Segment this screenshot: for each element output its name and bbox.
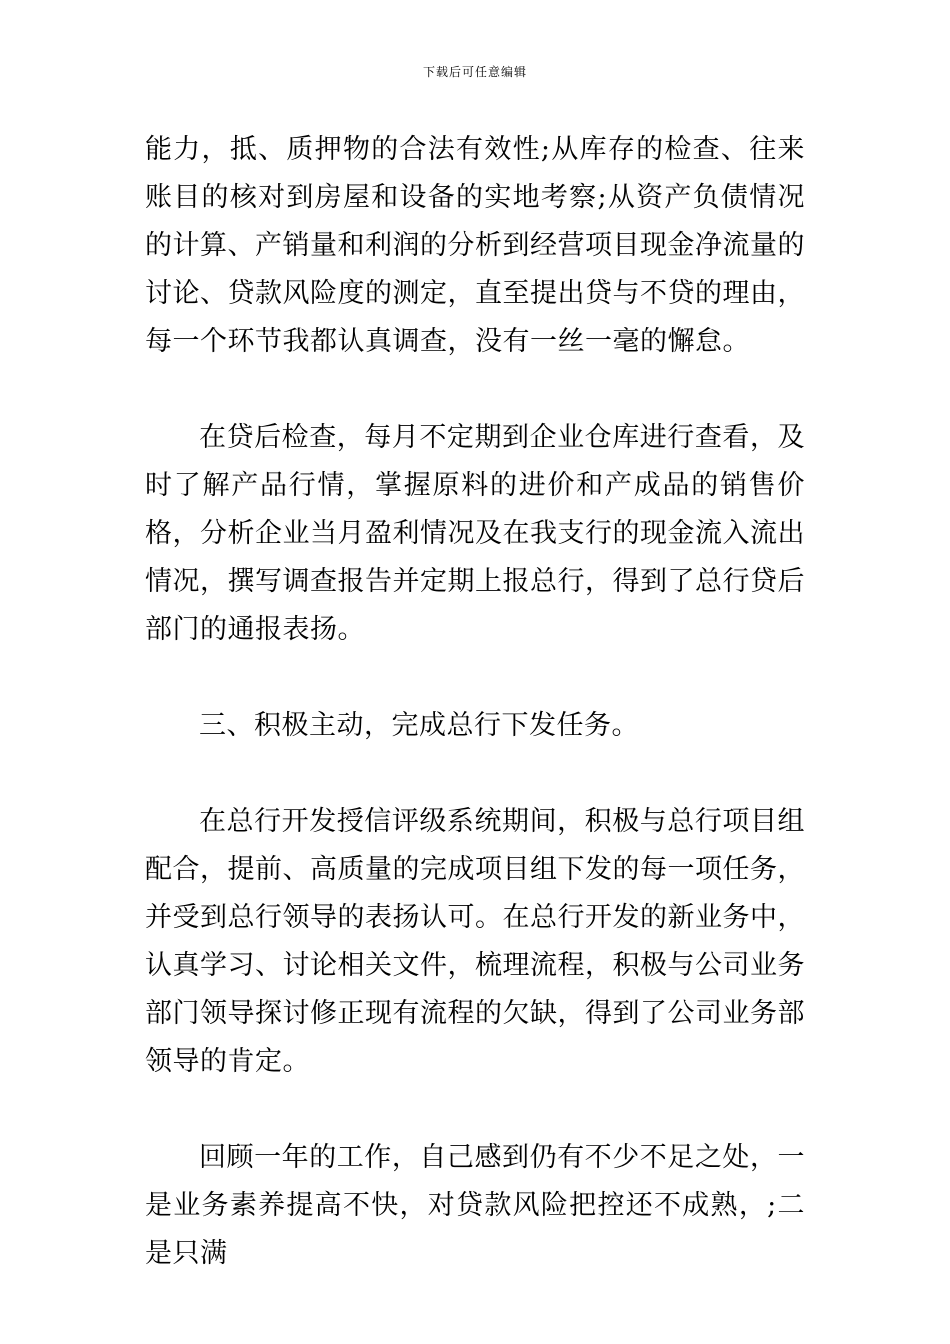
section-heading-three: 三、积极主动，完成总行下发任务。 — [199, 710, 639, 741]
document-body — [145, 126, 805, 1278]
paragraph-rating-system: 在总行开发授信评级系统期间，积极与总行项目组配合，提前、高质量的完成项目组下发的每一项任务，并受到总行领导的表扬认可。在总行开发的新业务中，认真学习、讨论相关文件，梳理流程，积极与公司业务部门领导探讨修正现有流程的欠缺，得到了公司业务部领导的肯定。 — [145, 806, 805, 1077]
paragraph-review: 回顾一年的工作，自己感到仍有不少不足之处，一是业务素养提高不快，对贷款风险把控还不成熟，;二是只满 — [145, 1142, 805, 1269]
page-header: 下载后可任意编辑 — [422, 65, 527, 79]
paragraph-post-loan-check: 在贷后检查，每月不定期到企业仓库进行查看，及时了解产品行情，掌握原料的进价和产成品的销售价格，分析企业当月盈利情况及在我支行的现金流入流出情况，撰写调查报告并定期上报总行，得到了总行贷后部门的通报表扬。 — [145, 422, 805, 645]
paragraph-continuation: 能力，抵、质押物的合法有效性;从库存的检查、往来账目的核对到房屋和设备的实地考察;从资产负债情况的计算、产销量和利润的分析到经营项目现金净流量的讨论、贷款风险度的测定，直至提出贷与不贷的理由，每一个环节我都认真调查，没有一丝一毫的懈怠。 — [145, 134, 805, 357]
